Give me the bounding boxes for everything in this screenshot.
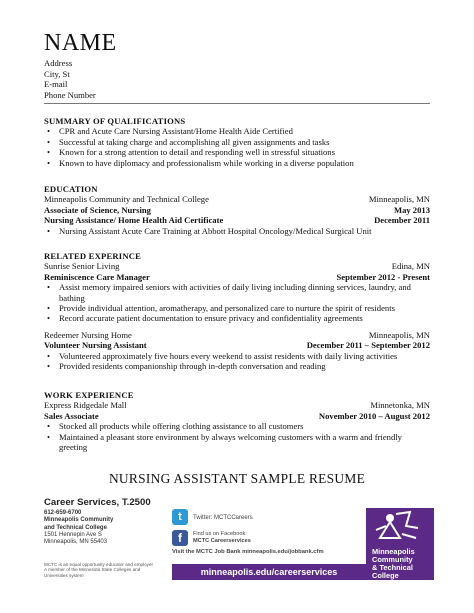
logo-line: College xyxy=(372,571,399,580)
certificate: Nursing Assistance/ Home Health Aid Certificate xyxy=(44,215,224,226)
school-name: Minneapolis Community and Technical College xyxy=(44,194,209,205)
job1-position-row xyxy=(44,272,430,282)
college-logo-text xyxy=(372,548,415,580)
equal-opportunity-note xyxy=(44,562,153,578)
education-list xyxy=(44,226,430,236)
list-item: • Provide individual attention, aromatherapy, and personalized care to nurture the spirit of residents xyxy=(44,303,430,313)
education-title: EDUCATION xyxy=(44,184,98,194)
job2-list xyxy=(44,351,430,372)
logo-line: Minneapolis xyxy=(372,547,415,556)
list-item: • Provided residents companionship through in-depth conversation and reading xyxy=(44,361,430,371)
list-item: • Volunteered approximately five hours every weekend to assist residents with daily living activities xyxy=(44,351,430,361)
job1-employer: Sunrise Senior Living xyxy=(44,261,120,272)
related-experience-section xyxy=(44,251,430,371)
education-section xyxy=(44,184,430,236)
related-title: RELATED EXPERINCE xyxy=(44,251,142,261)
header-divider xyxy=(44,103,430,104)
job2-position: Volunteer Nursing Assistant xyxy=(44,340,147,351)
address: Address xyxy=(44,58,73,68)
twitter-handle[interactable]: Twitter: MCTCCareers xyxy=(193,515,253,521)
city-state: City, St xyxy=(44,68,70,79)
job1-location: Edina, MN xyxy=(391,261,430,272)
list-item: • Stocked all products while offering clothing assistance to all customers xyxy=(44,421,430,431)
career-services-info xyxy=(44,510,113,546)
phone-number: Phone Number xyxy=(44,89,96,100)
degree: Associate of Science, Nursing xyxy=(44,204,151,215)
school-location: Minneapolis, MN xyxy=(368,194,430,205)
list-item: • Assist memory impaired seniors with activities of daily living including dinning services, laundry, and bathing xyxy=(44,282,430,303)
email: E-mail xyxy=(44,79,68,90)
job2-position-row xyxy=(44,340,430,350)
work-position-row xyxy=(44,411,430,421)
facebook-line1: Find us on Facebook: xyxy=(193,531,247,537)
job2-dates: December 2011 – September 2012 xyxy=(306,340,430,351)
work-position: Sales Associate xyxy=(44,410,99,421)
degree-date: May 2013 xyxy=(393,204,430,215)
job1-list xyxy=(44,282,430,324)
career-services-url[interactable]: minneapolis.edu/careerservices xyxy=(172,564,366,580)
logo-figure-icon xyxy=(366,508,434,548)
facebook-text[interactable] xyxy=(193,531,251,544)
degree-row xyxy=(44,205,430,215)
note-line: Universities system xyxy=(44,572,84,578)
list-item: • Known for a strong attention to detail and responding well in stressful situations xyxy=(44,147,430,157)
job1-employer-row xyxy=(44,261,430,271)
note-line: MCTC is an equal opportunity educator and employer xyxy=(44,562,154,567)
summary-list xyxy=(44,126,430,168)
note-line: A member of the Minnesota State Colleges and xyxy=(44,567,141,573)
work-experience-section xyxy=(44,390,430,452)
resume-name: NAME xyxy=(44,30,117,56)
work-title: WORK EXPERIENCE xyxy=(44,390,134,400)
list-item: • Record accurate patient documentation to ensure privacy and confidentiality agreements xyxy=(44,313,430,323)
college-street: 1501 Hennepin Ave S xyxy=(44,531,102,538)
logo-line: & Technical xyxy=(372,563,413,572)
work-employer: Express Ridgedale Mall xyxy=(44,400,127,411)
job1-dates: September 2012 - Present xyxy=(336,271,430,282)
list-item: • CPR and Acute Care Nursing Assistant/Home Health Aide Certified xyxy=(44,126,430,136)
certificate-row xyxy=(44,215,430,225)
career-phone: 612-659-6700 xyxy=(44,510,82,516)
college-name-line2: and Technical College xyxy=(44,524,107,531)
work-dates: November 2010 – August 2012 xyxy=(318,410,430,421)
twitter-icon[interactable]: t xyxy=(172,509,188,525)
list-item: • Nursing Assistant Acute Care Training at Abbott Hospital Oncology/Medical Surgical Unit xyxy=(44,226,430,236)
career-services-title: Career Services, T.2500 xyxy=(44,497,151,508)
facebook-line2: MCTC Careerservices xyxy=(193,537,251,544)
summary-section xyxy=(44,116,430,168)
sample-resume-title: NURSING ASSISTANT SAMPLE RESUME xyxy=(108,471,366,486)
list-item: • Maintained a pleasant store environment by always welcoming customers with a warm and friendly greeting xyxy=(44,432,430,453)
list-item: • Successful at taking charge and accomplishing all given assignments and tasks xyxy=(44,137,430,147)
college-city: Minneapolis, MN 55403 xyxy=(44,539,108,546)
job-bank-link[interactable]: Visit the MCTC Job Bank minneapolis.edu/jobbank.cfm xyxy=(172,549,324,555)
logo-line: Community xyxy=(372,555,413,564)
work-employer-row xyxy=(44,400,430,410)
facebook-icon[interactable]: f xyxy=(172,530,188,546)
work-list xyxy=(44,421,430,452)
college-name-line1: Minneapolis Community xyxy=(44,517,114,524)
contact-block xyxy=(44,58,96,100)
work-location: Minnetonka, MN xyxy=(370,400,430,411)
job2-location: Minneapolis, MN xyxy=(368,329,430,340)
job2-employer-row xyxy=(44,330,430,340)
job1-position: Reminiscence Care Manager xyxy=(44,271,150,282)
list-item: • Known to have diplomacy and professionalism while working in a diverse population xyxy=(44,158,430,168)
certificate-date: December 2011 xyxy=(374,215,430,226)
job2-employer: Redeemer Nursing Home xyxy=(44,329,132,340)
school-row xyxy=(44,194,430,204)
summary-title: SUMMARY OF QUALIFICATIONS xyxy=(44,116,186,126)
